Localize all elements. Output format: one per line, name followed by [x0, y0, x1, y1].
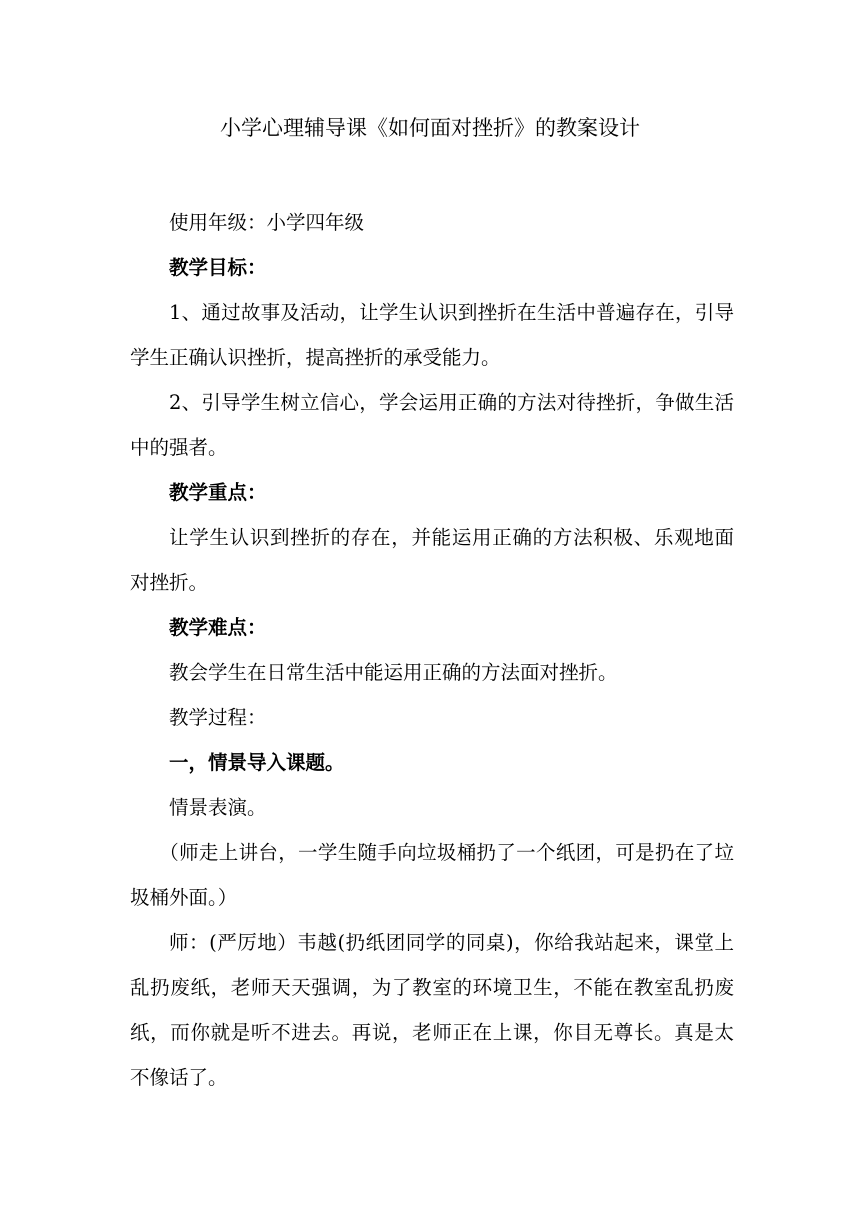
heading-key-points: 教学重点： [169, 481, 267, 504]
heading-teaching-goals: 教学目标： [169, 256, 267, 279]
heading-section-1: 一，情景导入课题。 [169, 751, 345, 774]
paragraph-key-points: 让学生认识到挫折的存在，并能运用正确的方法积极、乐观地面对挫折。 [130, 526, 734, 594]
heading-difficulties: 教学难点： [169, 616, 267, 639]
document-body [130, 200, 734, 1100]
paragraph-scene-performance: 情景表演。 [169, 796, 267, 819]
paragraph-difficulties: 教会学生在日常生活中能运用正确的方法面对挫折。 [169, 661, 618, 684]
document-title: 小学心理辅导课《如何面对挫折》的教案设计 [220, 116, 640, 140]
paragraph-goal-2: 2、引导学生树立信心，学会运用正确的方法对待挫折，争做生活中的强者。 [130, 391, 734, 459]
paragraph-teacher-speech: 师：(严厉地）韦越(扔纸团同学的同桌)，你给我站起来，课堂上乱扔废纸，老师天天强调，为了教室的环境卫生，不能在教室乱扔废纸，而你就是听不进去。再说，老师正在上课，你目无尊长。真是太不像话了。 [130, 931, 734, 1089]
heading-process: 教学过程： [169, 706, 267, 729]
paragraph-grade: 使用年级：小学四年级 [169, 211, 365, 234]
paragraph-stage-direction: （师走上讲台，一学生随手向垃圾桶扔了一个纸团，可是扔在了垃圾桶外面。） [130, 841, 734, 909]
paragraph-goal-1: 1、通过故事及活动，让学生认识到挫折在生活中普遍存在，引导学生正确认识挫折，提高挫折的承受能力。 [130, 301, 734, 369]
